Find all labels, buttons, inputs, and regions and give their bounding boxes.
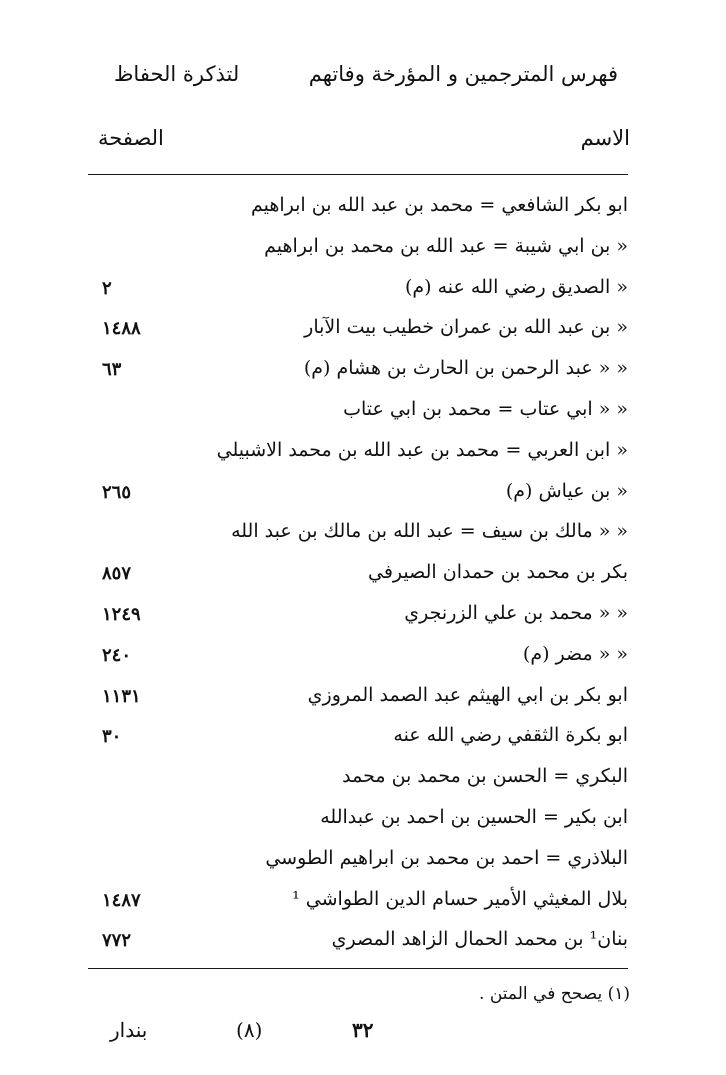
footnote-divider xyxy=(88,968,628,969)
entry-name: بنان¹ بن محمد الحمال الزاهد المصري xyxy=(331,928,628,951)
entry-name: البلاذري = احمد بن محمد بن ابراهيم الطوسي xyxy=(265,846,628,869)
entry-name: ابو بكرة الثقفي رضي الله عنه xyxy=(393,724,628,747)
entry-name: بكر بن محمد بن حمدان الصيرفي xyxy=(368,561,628,584)
index-entry xyxy=(88,268,628,308)
entry-name: « « ابي عتاب = محمد بن ابي عتاب xyxy=(343,398,628,420)
index-entry xyxy=(88,472,628,512)
index-entry xyxy=(88,186,628,226)
printer-signature: بندار xyxy=(110,1018,148,1042)
sheet-number: (٨) xyxy=(236,1018,263,1042)
column-header-page: الصفحة xyxy=(98,126,164,150)
index-entry xyxy=(88,349,628,389)
index-entry xyxy=(88,227,628,267)
entry-page: ٣٠ xyxy=(102,726,122,748)
running-header-book: لتذكرة الحفاظ xyxy=(114,62,240,86)
entry-page: ١١٣١ xyxy=(102,685,141,707)
entry-name: « « عبد الرحمن بن الحارث بن هشام (م) xyxy=(303,357,628,380)
index-entry xyxy=(88,308,628,348)
top-divider xyxy=(88,174,628,175)
page-number: ٣٢ xyxy=(352,1018,374,1042)
index-entry xyxy=(88,757,628,797)
footnote: (١) يصحح في المتن . xyxy=(479,984,630,1004)
entry-name: « « محمد بن علي الزرنجري xyxy=(404,602,628,624)
index-entry xyxy=(88,553,628,593)
entry-name: ابو بكر بن ابي الهيثم عبد الصمد المروزي xyxy=(307,683,628,706)
entry-page: ١٤٨٨ xyxy=(102,318,141,340)
entry-name: « بن عياش (م) xyxy=(505,479,628,502)
index-entry xyxy=(88,594,628,634)
entry-name: ابو بكر الشافعي = محمد بن عبد الله بن ابراهيم xyxy=(250,194,628,216)
index-entry xyxy=(88,512,628,552)
entry-page: ٧٧٢ xyxy=(102,930,132,952)
index-entry xyxy=(88,635,628,675)
index-entry xyxy=(88,716,628,756)
entry-page: ٦٣ xyxy=(102,359,122,381)
column-header-name: الاسم xyxy=(580,126,630,150)
entry-page: ٢٦٥ xyxy=(102,481,132,503)
index-entry xyxy=(88,880,628,920)
entry-page: ١٢٤٩ xyxy=(102,604,141,625)
entry-name: « بن عبد الله بن عمران خطيب بيت الآبار xyxy=(304,316,628,339)
entry-name: « « مالك بن سيف = عبد الله بن مالك بن عبد الله xyxy=(231,520,628,543)
index-entry xyxy=(88,431,628,471)
index-entry xyxy=(88,676,628,716)
entry-page: ١٤٨٧ xyxy=(102,889,141,911)
index-entry xyxy=(88,798,628,838)
entry-name: « بن ابي شيبة = عبد الله بن محمد بن ابراهيم xyxy=(264,234,628,257)
entry-name: ابن بكير = الحسين بن احمد بن عبدالله xyxy=(320,806,628,828)
entry-page: ٨٥٧ xyxy=(102,563,132,585)
entry-name: « « مضر (م) xyxy=(522,642,628,665)
index-entry xyxy=(88,839,628,879)
entry-name: « الصديق رضي الله عنه (م) xyxy=(404,275,628,298)
entry-name: البكري = الحسن بن محمد بن محمد xyxy=(342,765,628,788)
entry-page: ٢٤٠ xyxy=(102,644,132,666)
running-header-title: فهرس المترجمين و المؤرخة وفاتهم xyxy=(308,62,618,86)
entry-name: « ابن العربي = محمد بن عبد الله بن محمد الاشبيلي xyxy=(216,438,628,461)
entry-name: بلال المغيثي الأمير حسام الدين الطواشي ¹ xyxy=(292,887,628,910)
index-entry xyxy=(88,390,628,430)
index-entry xyxy=(88,920,628,960)
entry-page: ٢ xyxy=(102,277,112,299)
